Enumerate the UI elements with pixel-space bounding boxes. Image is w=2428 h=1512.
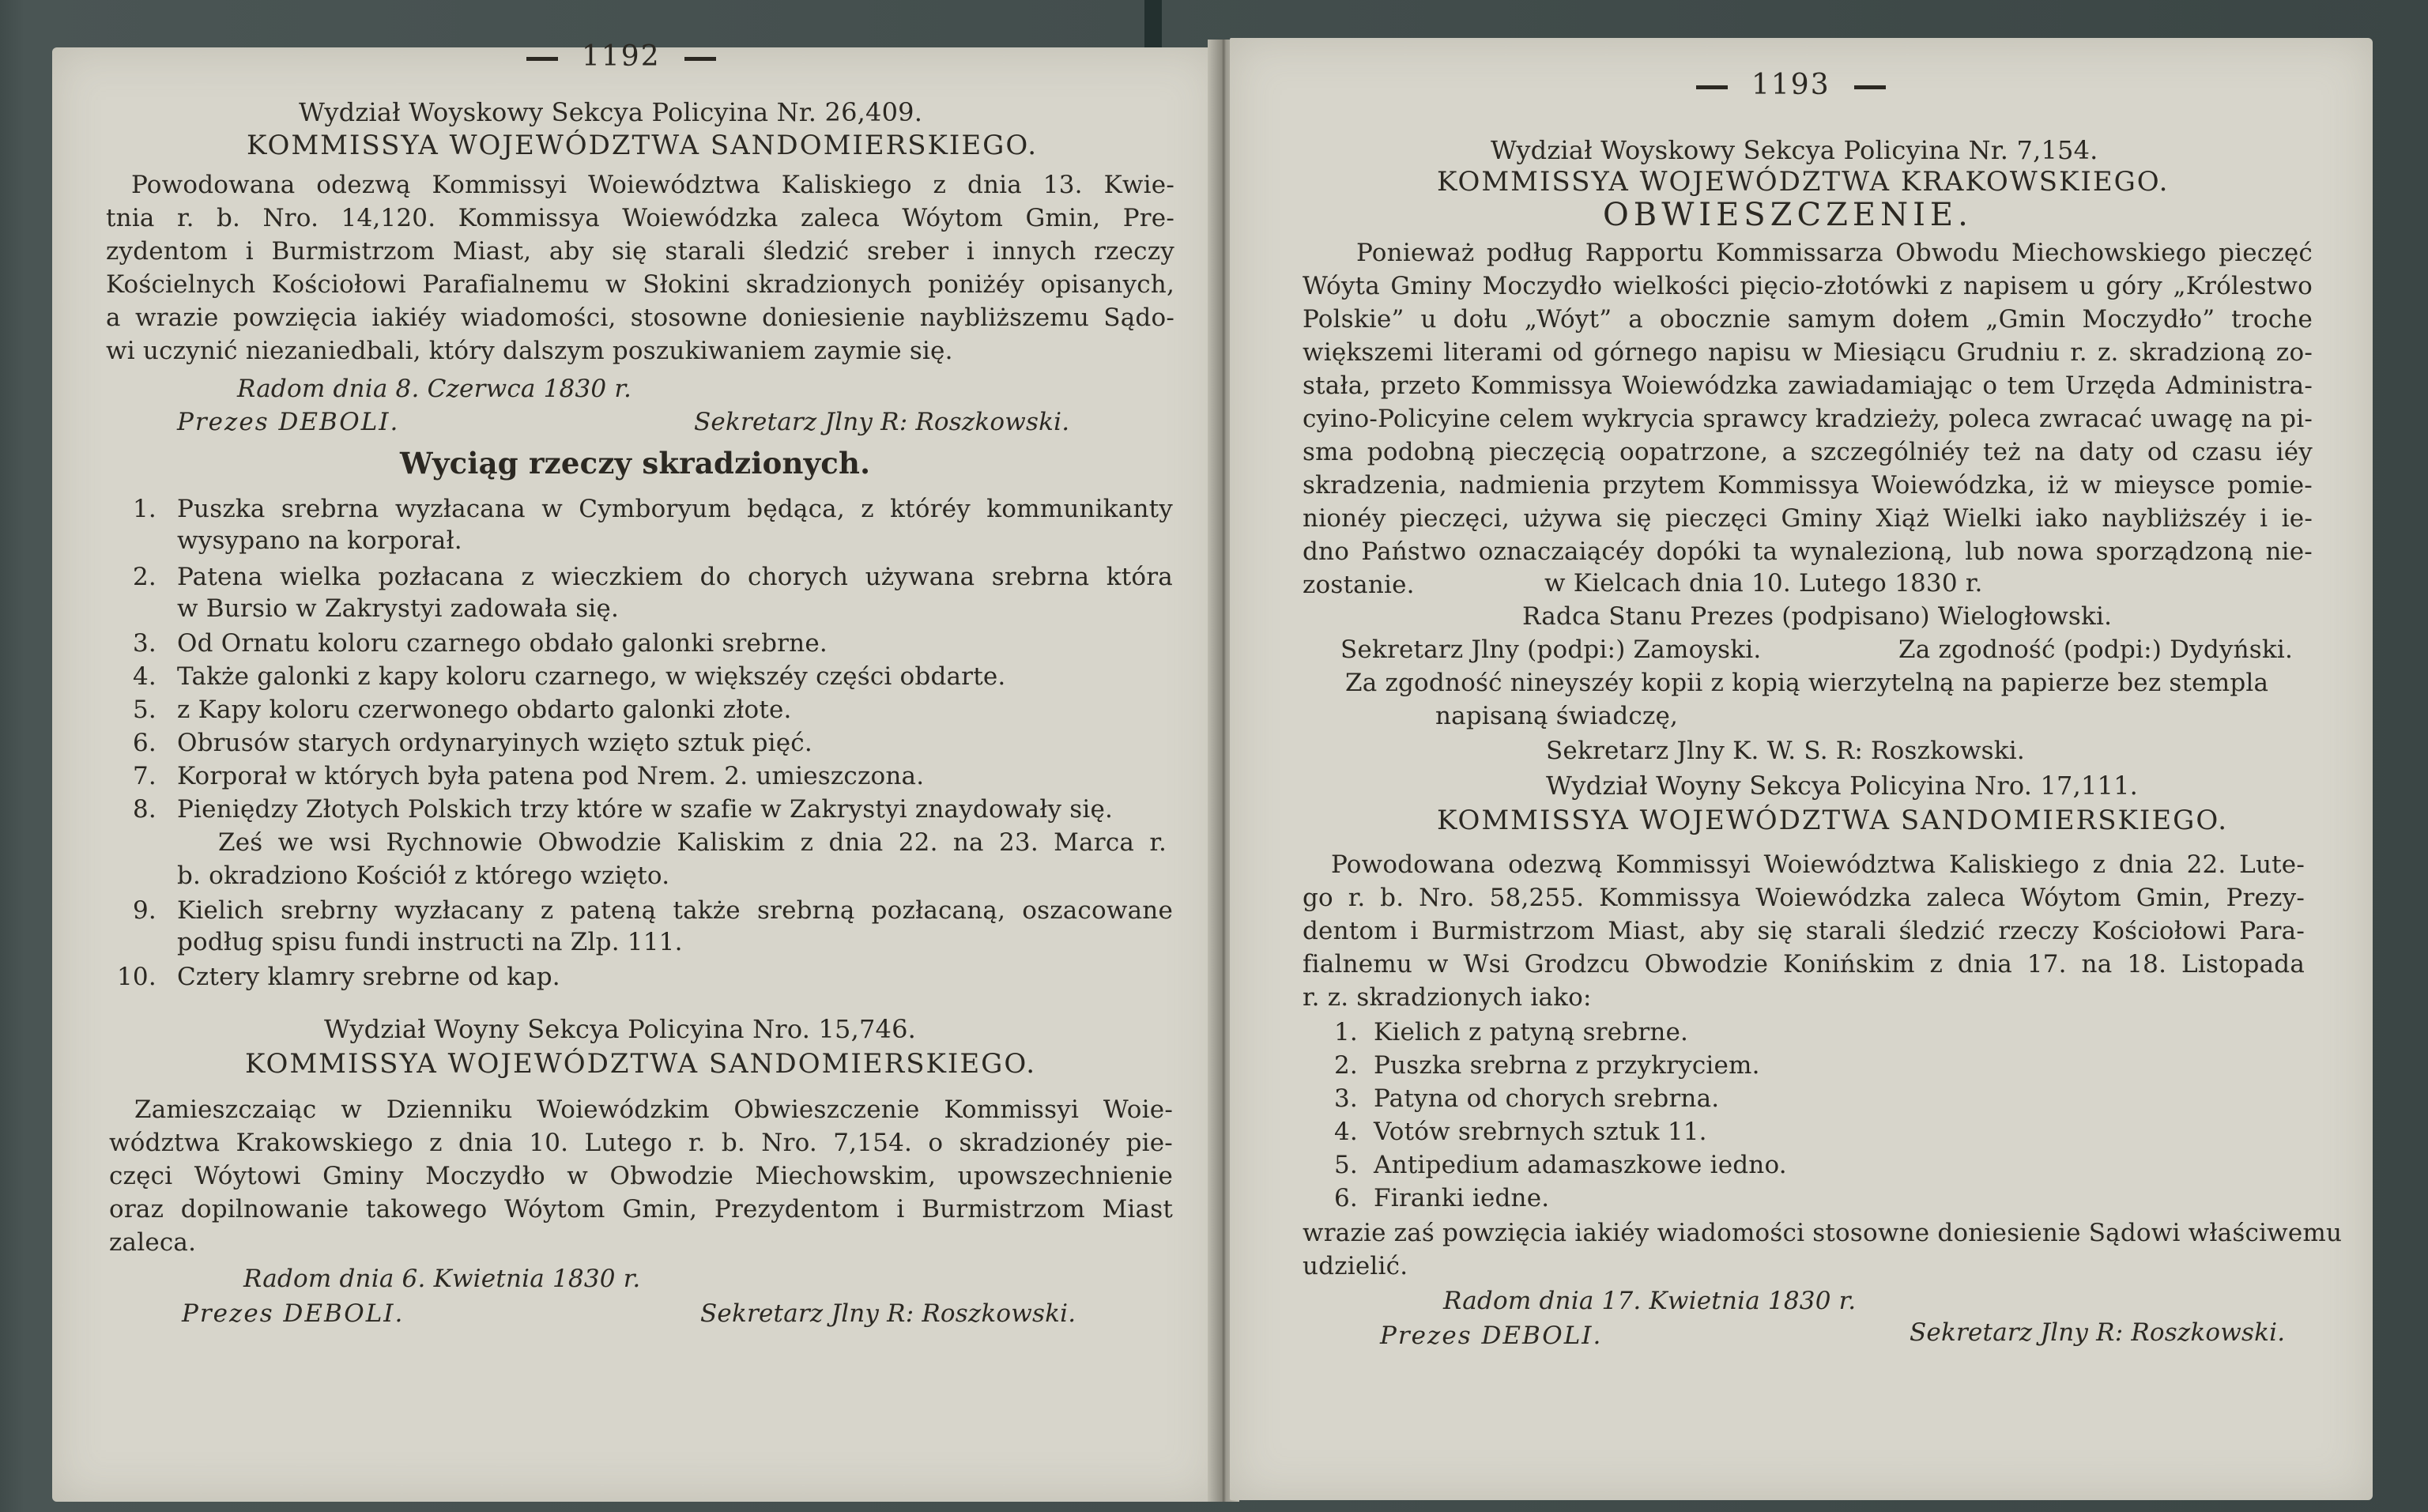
body-line: a wrazie powzięcia iakiéy wiadomości, stosowne doniesienie naybliższemu Sądo- xyxy=(106,304,1174,332)
body-line: Powodowana odezwą Kommissyi Woiewództwa Kaliskiego z dnia 13. Kwie- xyxy=(131,171,1174,199)
body-line: Kościelnych Kościołowi Parafialnemu w Słokini skradzionych poniżéy opisanych, xyxy=(106,270,1174,299)
notice-date: Radom dnia 17. Kwietnia 1830 r. xyxy=(1443,1287,1857,1315)
body-line: dentom i Burmistrzom Miast, aby się starali śledzić rzeczy Kościołowi Para- xyxy=(1303,917,2305,945)
body-line: częci Wóytowi Gminy Moczydło w Obwodzie Miechowskim, upowszechnienie xyxy=(109,1162,1173,1190)
notice-date: Radom dnia 8. Czerwca 1830 r. xyxy=(237,375,632,403)
notice-date: Radom dnia 6. Kwietnia 1830 r. xyxy=(243,1265,641,1293)
list-number: 9. xyxy=(133,896,156,925)
list-item: wysypano na korporał. xyxy=(177,526,462,555)
closing-line: udzielić. xyxy=(1303,1252,1408,1280)
list-item: Kielich z patyną srebrne. xyxy=(1374,1018,1689,1046)
right-page xyxy=(1230,38,2373,1500)
body-line: Polskie” u dołu „Wóyt” a obocznie samym dołem „Gmin Moczydło” troche xyxy=(1303,305,2313,334)
commission-title: KOMMISSYA WOJEWÓDZTWA SANDOMIERSKIEGO. xyxy=(247,130,1039,161)
signature-prezes: Prezes DEBOLI. xyxy=(182,1299,405,1328)
body-line: sma podobną pieczęcią oopatrzone, a szczególniéy też na daty od czasu iéy xyxy=(1303,438,2313,466)
body-line: oraz dopilnowanie takowego Wóytom Gmin, Prezydentom i Burmistrzom Miast xyxy=(109,1195,1173,1224)
signature-sekretarz: Sekretarz Jlny R: Roszkowski. xyxy=(694,408,1070,436)
notice-title: OBWIESZCZENIE. xyxy=(1603,197,1973,233)
list-number: 1. xyxy=(1334,1018,1358,1046)
body-line: stała, przeto Kommissya Woiewódzka zawiadamiając o tem Urzęda Administra- xyxy=(1303,371,2313,400)
copy-signature: Sekretarz Jlny K. W. S. R: Roszkowski. xyxy=(1546,737,2025,765)
body-line: cyino-Policyine celem wykrycia sprawcy kradzieży, poleca zwracać uwagę na pi- xyxy=(1303,405,2313,433)
body-line: Zamieszczaiąc w Dzienniku Woiewódzkim Obwieszczenie Kommissyi Woie- xyxy=(134,1095,1173,1124)
list-number: 3. xyxy=(1334,1084,1358,1113)
list-number: 3. xyxy=(133,629,156,658)
notice-header: Wydział Woyny Sekcya Policyina Nro. 15,746. xyxy=(324,1014,917,1044)
page-edge-tab xyxy=(1144,0,1162,47)
list-item: w Bursio w Zakrystyi zadowała się. xyxy=(177,594,620,623)
list-item: podług spisu fundi instructi na Zlp. 111. xyxy=(177,928,683,956)
body-line: wi uczynić niezaniedbali, który dalszym poszukiwaniem zaymie się. xyxy=(106,337,953,365)
body-line: skradzenia, nadmienia przytem Kommissya Woiewódzka, iż w mieysce pomie- xyxy=(1303,471,2313,500)
list-title: Wyciąg rzeczy skradzionych. xyxy=(400,446,871,481)
list-item: Kielich srebrny wyzłacany z pateną także srebrną pozłacaną, oszacowane xyxy=(177,896,1173,925)
list-number: 6. xyxy=(133,729,156,757)
list-number: 4. xyxy=(133,662,156,691)
list-number: 4. xyxy=(1334,1118,1358,1146)
copy-note: napisaną świadczę, xyxy=(1435,702,1679,730)
list-item: z Kapy koloru czerwonego obdarto galonki złote. xyxy=(177,696,792,724)
list-item: Korporał w których była patena pod Nrem. 2. umieszczona. xyxy=(177,762,925,790)
notice-header: Wydział Woyskowy Sekcya Policyina Nr. 26,409. xyxy=(299,97,923,127)
list-number: 6. xyxy=(1334,1184,1358,1212)
body-line: tnia r. b. Nro. 14,120. Kommissya Woiewódzka zaleca Wóytom Gmin, Pre- xyxy=(106,204,1174,232)
signature-sekretarz: Sekretarz Jlny (podpi:) Zamoyski. xyxy=(1340,635,1762,664)
list-number: 2. xyxy=(133,563,156,591)
closing-line: wrazie zaś powzięcia iakiéy wiadomości stosowne doniesienie Sądowi właściwemu xyxy=(1303,1219,2343,1247)
body-line: zostanie. xyxy=(1303,571,1415,599)
body-line: Ponieważ podług Rapportu Kommissarza Obwodu Miechowskiego pieczęć xyxy=(1356,239,2313,267)
list-item: Antipedium adamaszkowe iedno. xyxy=(1374,1151,1787,1179)
signature-sekretarz: Sekretarz Jlny R: Roszkowski. xyxy=(700,1299,1076,1328)
signature-prezes: Prezes DEBOLI. xyxy=(1380,1322,1603,1350)
list-item: Patena wielka pozłacana z wieczkiem do chorych używana srebrna która xyxy=(177,563,1173,591)
body-line: go r. b. Nro. 58,255. Kommissya Woiewódzka zaleca Wóytom Gmin, Prezy- xyxy=(1303,884,2305,912)
place-date: w Kielcach dnia 10. Lutego 1830 r. xyxy=(1544,569,1983,598)
notice-header: Wydział Woyskowy Sekcya Policyina Nr. 7,154. xyxy=(1491,135,2098,165)
list-number: 5. xyxy=(1334,1151,1358,1179)
list-item: Także galonki z kapy koloru czarnego, w większéy części obdarte. xyxy=(177,662,1006,691)
page-number-left: 1192 xyxy=(503,43,740,71)
body-line: większemi literami od górnego napisu w Miesiącu Grudniu r. z. skradzioną zo- xyxy=(1303,338,2313,367)
body-line: zaleca. xyxy=(109,1228,197,1257)
notice-header: Wydział Woyny Sekcya Policyina Nro. 17,111. xyxy=(1546,771,2139,801)
list-item: Votów srebrnych sztuk 11. xyxy=(1374,1118,1707,1146)
list-item: Firanki iedne. xyxy=(1374,1184,1550,1212)
list-item: Cztery klamry srebrne od kap. xyxy=(177,963,560,991)
body-line: dno Państwo oznaczaiącéy dopóki ta wynalezioną, lub nowa sporządzoną nie- xyxy=(1303,537,2313,566)
signature-prezes: Prezes DEBOLI. xyxy=(177,408,400,436)
body-line: Powodowana odezwą Kommissyi Woiewództwa Kaliskiego z dnia 22. Lute- xyxy=(1331,850,2305,879)
list-item: Patyna od chorych srebrna. xyxy=(1374,1084,1720,1113)
list-number: 5. xyxy=(133,696,156,724)
commission-title: KOMMISSYA WOJEWÓDZTWA SANDOMIERSKIEGO. xyxy=(245,1048,1037,1080)
signature-radca: Radca Stanu Prezes (podpisano) Wielogłowski. xyxy=(1522,602,2113,631)
list-number: 10. xyxy=(117,963,156,991)
page-number-right: 1193 xyxy=(1672,71,1910,100)
list-number: 7. xyxy=(133,762,156,790)
list-item: Od Ornatu koloru czarnego obdało galonki srebrne. xyxy=(177,629,828,658)
body-line: r. z. skradzionych iako: xyxy=(1303,983,1592,1012)
list-number: 2. xyxy=(1334,1051,1358,1080)
list-item: Obrusów starych ordynaryinych wzięto sztuk pięć. xyxy=(177,729,812,757)
list-number: 1. xyxy=(133,495,156,523)
list-item: b. okradziono Kościół z którego wzięto. xyxy=(177,862,670,890)
signature-zgodnosc: Za zgodność (podpi:) Dydyński. xyxy=(1898,635,2294,664)
body-line: zydentom i Burmistrzom Miast, aby się starali śledzić sreber i innych rzeczy xyxy=(106,237,1174,266)
list-item: Puszka srebrna wyzłacana w Cymboryum będąca, z któréy kommunikanty xyxy=(177,495,1173,523)
list-number: 8. xyxy=(133,795,156,824)
list-item: Puszka srebrna z przykryciem. xyxy=(1374,1051,1760,1080)
body-line: fialnemu w Wsi Grodzcu Obwodzie Konińskim z dnia 17. na 18. Listopada xyxy=(1303,950,2305,978)
body-line: wództwa Krakowskiego z dnia 10. Lutego r. b. Nro. 7,154. o skradzionéy pie- xyxy=(109,1129,1173,1157)
body-line: Wóyta Gminy Moczydło wielkości pięcio-złotówki z napisem u góry „Królestwo xyxy=(1303,272,2313,300)
commission-title: KOMMISSYA WOJEWÓDZTWA KRAKOWSKIEGO. xyxy=(1437,166,2170,198)
list-item: Pieniędzy Złotych Polskich trzy które w szafie w Zakrystyi znaydowały się. xyxy=(177,795,1114,824)
commission-title: KOMMISSYA WOJEWÓDZTWA SANDOMIERSKIEGO. xyxy=(1437,805,2229,836)
signature-sekretarz: Sekretarz Jlny R: Roszkowski. xyxy=(1910,1318,2286,1347)
list-item: Ześ we wsi Rychnowie Obwodzie Kaliskim z dnia 22. na 23. Marca r. xyxy=(218,828,1167,857)
copy-note: Za zgodność nineyszéy kopii z kopią wierzytelną na papierze bez stempla xyxy=(1345,669,2269,697)
body-line: nionéy pieczęci, używa się pieczęci Gminy Xiąż Wielki iako naybliższéy i ie- xyxy=(1303,504,2313,533)
left-page xyxy=(52,40,1217,1502)
